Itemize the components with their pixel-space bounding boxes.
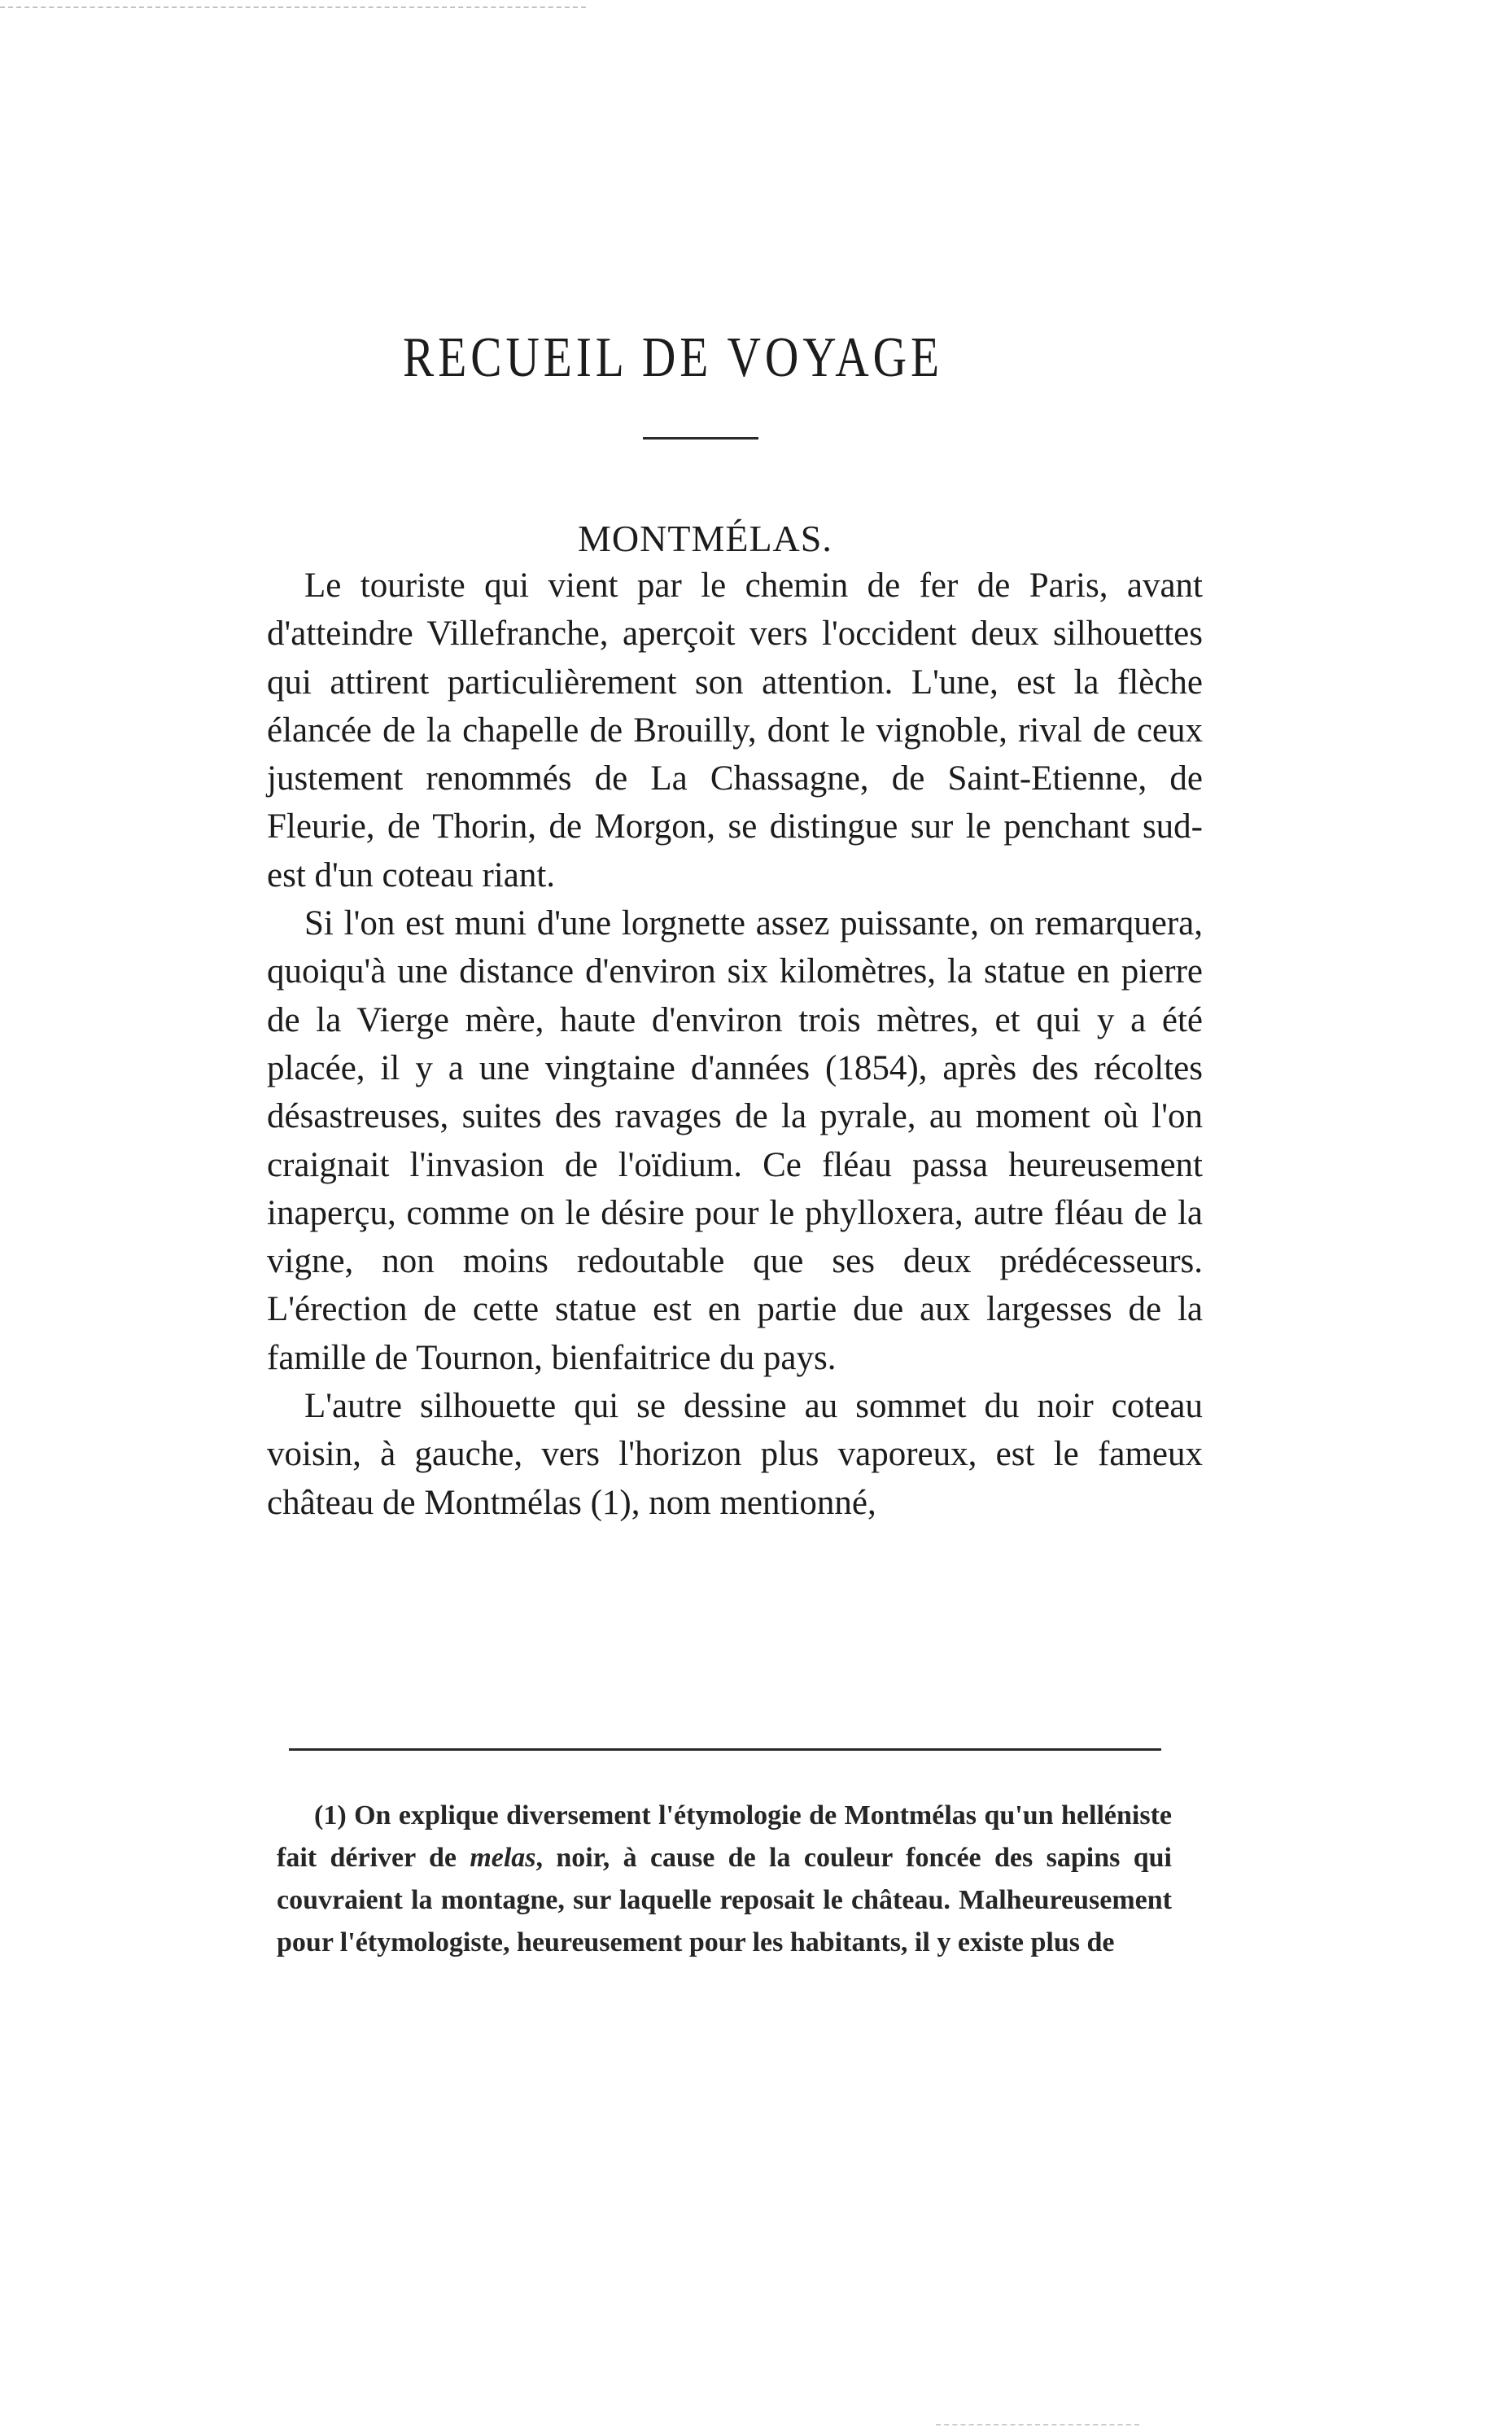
paragraph-1: Le touriste qui vient par le chemin de fer de Paris, avant d'atteindre Villefranche, aperçoit vers l'occident deux silhouettes qui attirent particulièrement son attention. L'une, est la flèche élancée de la chapelle de Brouilly, dont le vignoble, rival de ceux justement renommés de La Chassagne, de Saint-Etienne, de Fleurie, de Thorin, de Morgon, se distingue sur le penchant sud-est d'un coteau riant. xyxy=(267,566,1203,895)
footnote-text-end: , noir, à cause de la couleur foncée des sapins qui couvraient la montagne, sur laquelle reposait le château. Malheureusement pour l'étymologiste, heureusement pour les habitants, il y existe plus de xyxy=(277,1843,1172,1957)
paragraph-3: L'autre silhouette qui se dessine au sommet du noir coteau voisin, à gauche, vers l'horizon plus vaporeux, est le fameux château de Montmélas (1), nom mentionné, xyxy=(267,1387,1203,1522)
section-heading: MONTMÉLAS. xyxy=(578,518,832,559)
scan-edge-mark-bottom xyxy=(936,2424,1139,2425)
scan-edge-mark-top xyxy=(0,7,586,8)
footnote-term: melas xyxy=(470,1843,536,1873)
footnote-divider xyxy=(289,1748,1161,1751)
footnote-text-start: (1) On explique diversement l'étymologie de Montmélas qu'un helléniste fait dériver de xyxy=(277,1800,1172,1873)
title-divider xyxy=(643,437,758,440)
body-text xyxy=(267,562,1203,1527)
page-title: RECUEIL DE VOYAGE xyxy=(403,326,943,389)
paragraph-2: Si l'on est muni d'une lorgnette assez puissante, on remarquera, quoiqu'à une distance d'environ six kilomètres, la statue en pierre de la Vierge mère, haute d'environ trois mètres, et qui y a été placée, il y a une vingtaine d'années (1854), après des récoltes désastreuses, suites des ravages de la pyrale, au moment où l'on craignait l'invasion de l'oïdium. Ce fléau passa heureusement inaperçu, comme on le désire pour le phylloxera, autre fléau de la vigne, non moins redoutable que ses deux prédécesseurs. L'érection de cette statue est en partie due aux largesses de la famille de Tournon, bienfaitrice du pays. xyxy=(267,904,1203,1377)
footnote xyxy=(277,1795,1172,1964)
